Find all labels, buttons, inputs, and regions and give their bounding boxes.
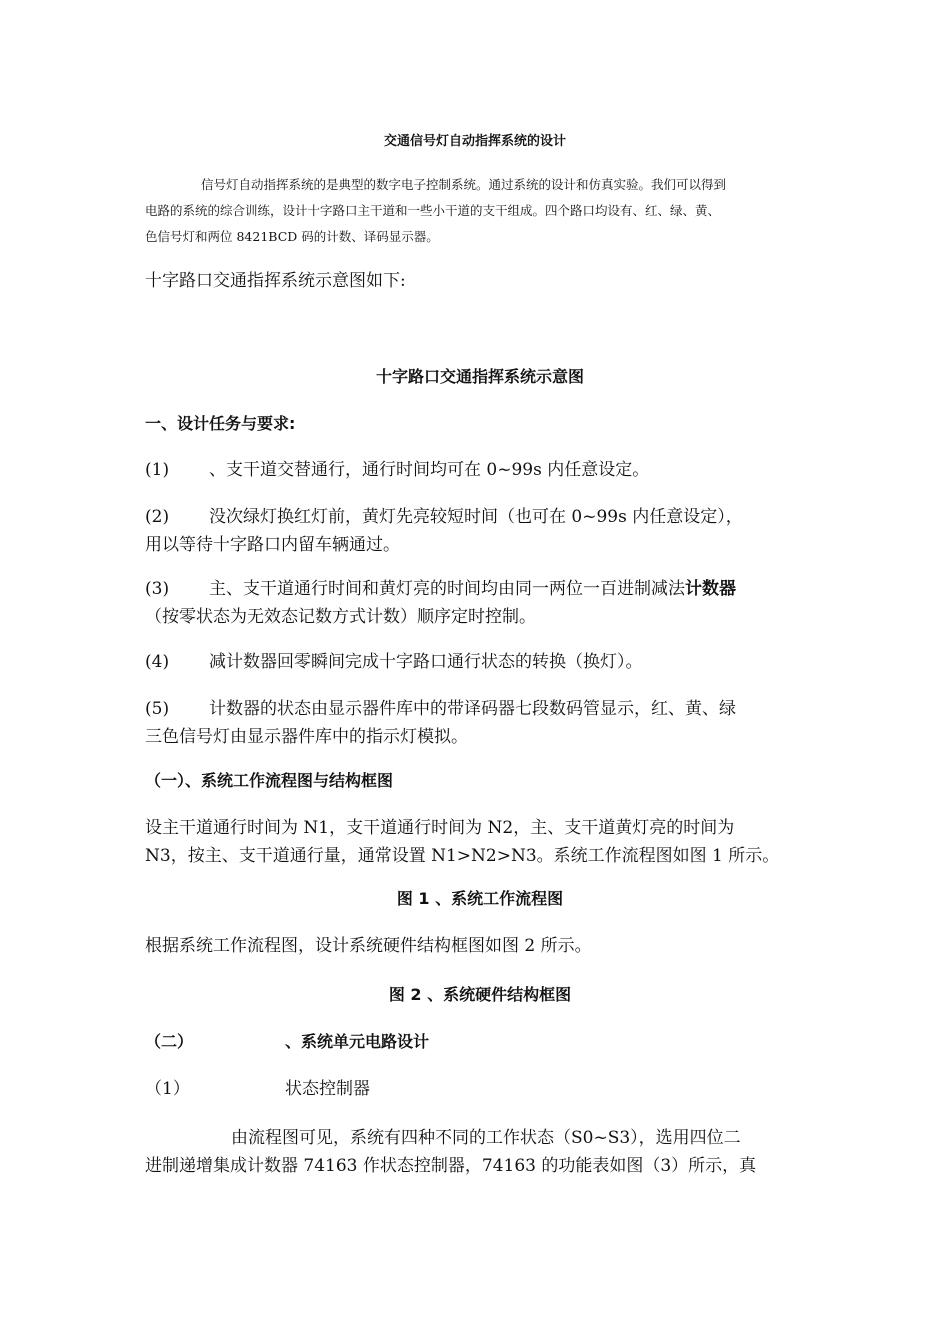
intro-line-1: 信号灯自动指挥系统的是典型的数字电子控制系统。通过系统的设计和仿真实验。我们可以得到: [201, 177, 727, 192]
flowchart-line-2: N3，按主、支干道通行量，通常设置 N1>N2>N3。系统工作流程图如图 1 所示。: [145, 846, 780, 866]
item-state-controller: [145, 1075, 815, 1103]
subsection-heading-unit-design: [145, 1029, 815, 1052]
flowchart-paragraph: [145, 814, 815, 870]
requirement-text: 减计数器回零瞬间完成十字路口通行状态的转换（换灯）。: [209, 652, 643, 672]
item-title: 状态控制器: [285, 1079, 370, 1099]
requirement-item-4: [145, 648, 815, 676]
requirement-text-cont: 用以等待十字路口内留车辆通过。: [145, 535, 400, 555]
flowchart-line-1: 设主干道通行时间为 N1，支干道通行时间为 N2，主、支干道黄灯亮的时间为: [145, 818, 735, 838]
intro-line-2: 电路的系统的综合训练，设计十字路口主干道和一些小干道的支干组成。四个路口均设有、红、绿、黄、: [145, 203, 721, 218]
requirement-text: 主、支干道通行时间和黄灯亮的时间均由同一两位一百进制减法: [209, 579, 685, 599]
intro-paragraph: [145, 172, 825, 250]
figure-2-intro: 根据系统工作流程图，设计系统硬件结构框图如图 2 所示。: [145, 936, 592, 956]
paragraph-line-1: 由流程图可见，系统有四种不同的工作状态（S0~S3），选用四位二: [231, 1128, 741, 1148]
requirement-text-cont: （按零状态为无效态记数方式计数）顺序定时控制。: [145, 607, 536, 627]
requirement-number: (1): [145, 460, 170, 480]
diagram-intro-text: 十字路口交通指挥系统示意图如下:: [145, 271, 406, 291]
section-heading-requirements: 一、设计任务与要求:: [145, 414, 296, 433]
requirement-number: (2): [145, 507, 170, 527]
subsection-heading-flowchart: （一）、系统工作流程图与结构框图: [145, 771, 394, 790]
intro-line-3: 色信号灯和两位 8421BCD 码的计数、译码显示器。: [145, 229, 439, 244]
requirement-text: 没次绿灯换红灯前，黄灯先亮较短时间（也可在 0~99s 内任意设定），: [209, 507, 743, 527]
requirement-number: (5): [145, 699, 170, 719]
figure-2-caption: 图 2 、系统硬件结构框图: [388, 985, 572, 1004]
item-number: （1）: [145, 1079, 190, 1099]
requirement-item-3: [145, 575, 815, 631]
counter-term: 计数器: [685, 579, 736, 599]
requirement-item-2: [145, 503, 815, 559]
requirement-item-5: [145, 695, 815, 751]
paragraph-line-2: 进制递增集成计数器 74163 作状态控制器，74163 的功能表如图（3）所示，真: [145, 1156, 757, 1176]
figure-1-caption: 图 1 、系统工作流程图: [396, 889, 564, 908]
requirement-number: (3): [145, 579, 170, 599]
requirement-text: 、支干道交替通行，通行时间均可在 0~99s 内任意设定。: [209, 460, 650, 480]
requirement-item-1: [145, 456, 815, 484]
subsection-label: （二）: [145, 1032, 194, 1051]
requirement-number: (4): [145, 652, 170, 672]
document-title: 交通信号灯自动指挥系统的设计: [383, 134, 566, 149]
subsection-title: 、系统单元电路设计: [285, 1032, 430, 1051]
requirement-text-cont: 三色信号灯由显示器件库中的指示灯模拟。: [145, 727, 468, 747]
state-controller-paragraph: [145, 1124, 815, 1180]
requirement-text: 计数器的状态由显示器件库中的带译码器七段数码管显示，红、黄、绿: [209, 699, 736, 719]
diagram-caption: 十字路口交通指挥系统示意图: [375, 367, 584, 386]
